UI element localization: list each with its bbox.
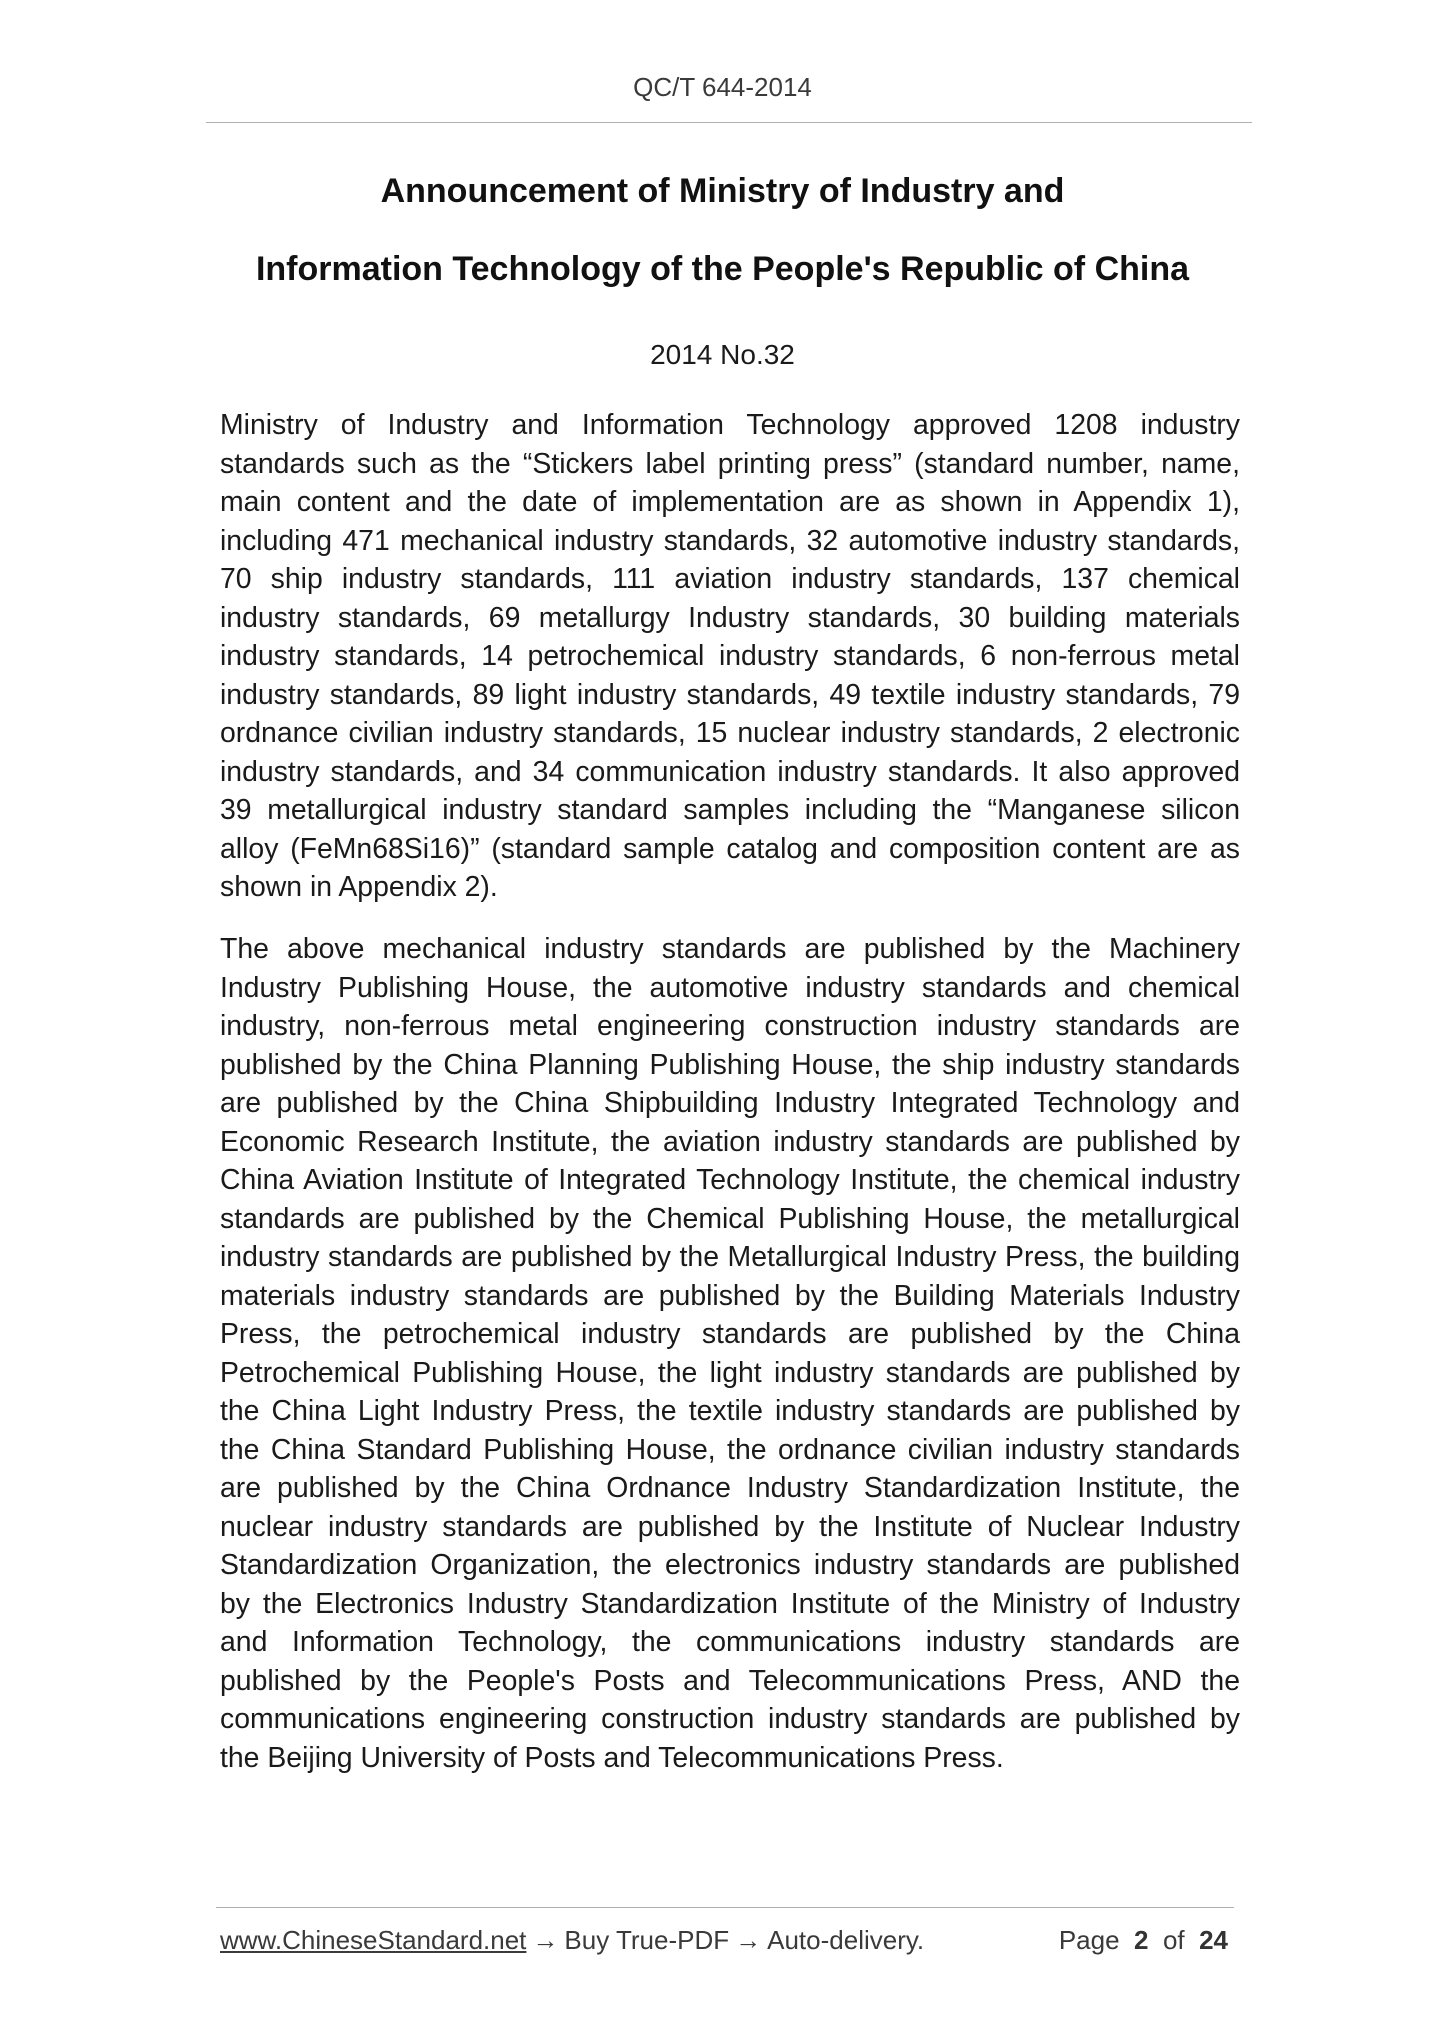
page-title-line-1: Announcement of Ministry of Industry and xyxy=(380,172,1065,210)
document-code-header: QC/T 644-2014 xyxy=(633,72,812,102)
header-divider xyxy=(206,122,1252,123)
auto-delivery-text: Auto-delivery. xyxy=(767,1925,925,1955)
page-indicator xyxy=(1059,1925,1228,1956)
page-title-line-2: Information Technology of the People's Republic of China xyxy=(255,250,1190,288)
current-page-number: 2 xyxy=(1134,1925,1149,1955)
page-footer xyxy=(220,1925,1234,1965)
body-paragraph-1: Ministry of Industry and Information Technology approved 1208 industry standards such as the “Stickers label printing press” (standard number, name, main content and the date of implementation are as shown in Appendix 1), including 471 mechanical industry standards, 32 automotive industry standards, 70 ship industry standards, 111 aviation industry standards, 137 chemical industry standards, 69 metallurgy Industry standards, 30 building materials industry standards, 14 petrochemical industry standards, 6 non-ferrous metal industry standards, 89 light industry standards, 49 textile industry standards, 79 ordnance civilian industry standards, 15 nuclear industry standards, 2 electronic industry standards, and 34 communication industry standards. It also approved 39 metallurgical industry standard samples including the “Manganese silicon alloy (FeMn68Si16)” (standard sample catalog and composition content are as shown in Appendix 2). xyxy=(220,409,1240,903)
total-page-count: 24 xyxy=(1199,1925,1228,1955)
arrow-right-icon: → xyxy=(532,1925,559,1955)
page-label: Page xyxy=(1058,1925,1120,1955)
chinesestandard-website-link[interactable]: www.ChineseStandard.net xyxy=(220,1925,527,1955)
page-of-label: of xyxy=(1162,1925,1185,1955)
arrow-right-icon: → xyxy=(735,1925,762,1955)
body-paragraph-2: The above mechanical industry standards are published by the Machinery Industry Publishing House, the automotive industry standards and chemical industry, non-ferrous metal engineering construction industry standards are published by the China Planning Publishing House, the ship industry standards are published by the China Shipbuilding Industry Integrated Technology and Economic Research Institute, the aviation industry standards are published by China Aviation Institute of Integrated Technology Institute, the chemical industry standards are published by the Chemical Publishing House, the metallurgical industry standards are published by the Metallurgical Industry Press, the building materials industry standards are published by the Building Materials Industry Press, the petrochemical industry standards are published by the China Petrochemical Publishing House, the light industry standards are published by the China Light Industry Press, the textile industry standards are published by the China Standard Publishing House, the ordnance civilian industry standards are published by the China Ordnance Industry Standardization Institute, the nuclear industry standards are published by the Institute of Nuclear Industry Standardization Organization, the electronics industry standards are published by the Electronics Industry Standardization Institute of the Ministry of Industry and Information Technology, the communications industry standards are published by the People's Posts and Telecommunications Press, AND the communications engineering construction industry standards are published by the Beijing University of Posts and Telecommunications Press. xyxy=(220,933,1240,1774)
footer-divider xyxy=(216,1907,1234,1908)
buy-true-pdf-text: Buy True-PDF xyxy=(564,1925,730,1955)
announcement-number: 2014 No.32 xyxy=(650,339,795,370)
footer-purchase-path xyxy=(220,1925,924,1956)
